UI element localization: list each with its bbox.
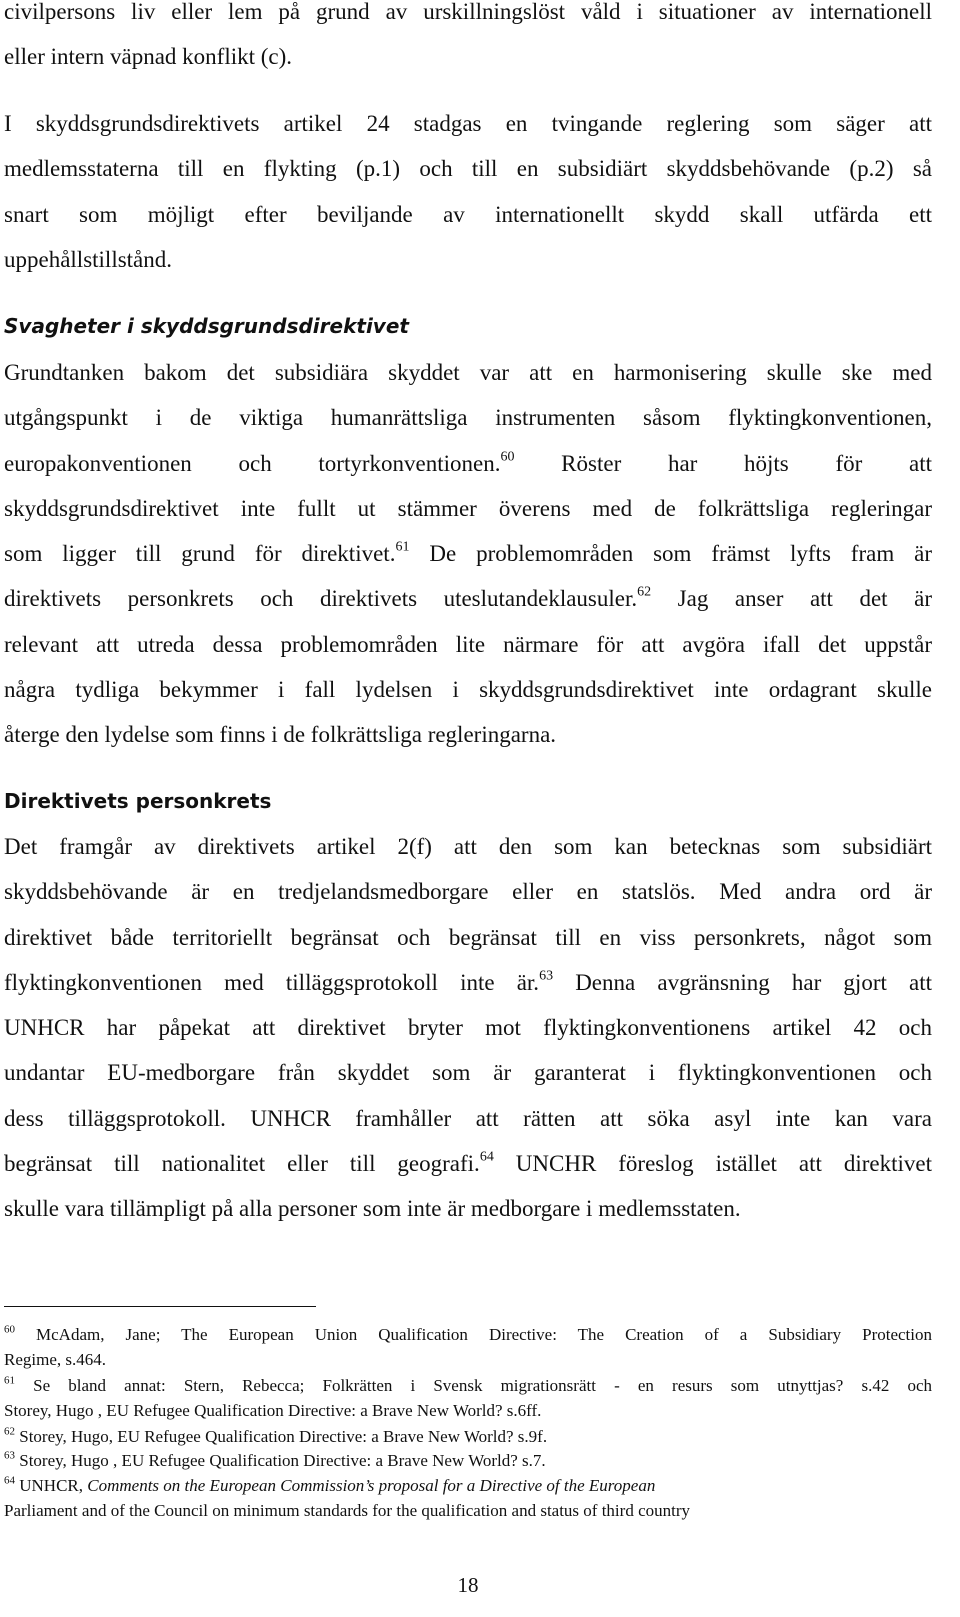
text-line: skyddsgrundsdirektivet inte fullt ut stämmer överens med de folkrättsliga regleringar — [4, 495, 932, 521]
footnote-60: $^{60}$ McAdam, Jane; The European Union Qualification Directive: The Creation of a Subsidiary Protection Regime, s.464. — [4, 1323, 932, 1369]
text-line: direktivets personkrets och direktivets uteslutandeklausuler.$^{62}$ Jag anser att det är — [4, 584, 932, 612]
footnote-61: $^{61}$ Se bland annat: Stern, Rebecca; Folkrätten i Svensk migrationsrätt - en resurs som utnyttjas? s.42 och Storey, Hugo , EU Refugee Qualification Directive: a Brave New World? s.6ff. — [4, 1374, 932, 1420]
section-heading-personkrets: Direktivets personkrets — [4, 789, 272, 813]
text-line: civilpersons liv eller lem på grund av urskillningslöst våld i situationer av internationell — [4, 0, 932, 24]
footnote-ref-60[interactable]: 60 — [500, 449, 515, 465]
text-line: utgångspunkt i de viktiga humanrättsliga instrumenten såsom flyktingkonventionen, — [4, 405, 932, 431]
text-line: uppehållstillstånd. — [4, 246, 173, 272]
text-line: som ligger till grund för direktivet.$^{61}$ De problemområden som främst lyfts fram är — [4, 539, 932, 567]
text-line: flyktingkonventionen med tilläggsprotokoll inte är.$^{63}$ Denna avgränsning har gjort att — [4, 968, 932, 995]
text-line: skyddsbehövande är en tredjelandsmedborgare eller en statslös. Med andra ord är — [4, 879, 932, 905]
text-line: direktivet både territoriellt begränsat och begränsat till en viss personkrets, något som — [4, 924, 932, 950]
personkrets-paragraph — [4, 824, 932, 1232]
footnote-63: $^{63}$ Storey, Hugo , EU Refugee Qualification Directive: a Brave New World? s.7. — [4, 1449, 546, 1470]
text-line: begränsat till nationalitet eller till geografi.$^{64}$ UNCHR föreslog istället att direktivet — [4, 1149, 932, 1177]
footnote-ref-61[interactable]: 61 — [395, 539, 410, 555]
text-line: återge den lydelse som finns i de folkrättsliga regleringarna. — [4, 722, 557, 748]
footnote-64: $^{64}$ UNHCR, Comments on the European Commission’s proposal for a Directive of the European Parliament and of the Council on minimum standards for the qualification and status of third country — [4, 1474, 690, 1520]
text-line: I skyddsgrundsdirektivets artikel 24 stadgas en tvingande reglering som säger att — [4, 111, 932, 136]
text-line: skulle vara tillämpligt på alla personer som inte är medborgare i medlemsstaten. — [4, 1196, 741, 1222]
article24-paragraph — [4, 101, 932, 282]
text-line: undantar EU-medborgare från skyddet som är garanterat i flyktingkonventionen och — [4, 1060, 932, 1086]
text-line: snart som möjligt efter beviljande av internationellt skydd skall utfärda ett — [4, 201, 932, 227]
text-line: dess tilläggsprotokoll. UNHCR framhåller att rätten att söka asyl inte kan vara — [4, 1105, 932, 1131]
intro-paragraph — [4, 0, 932, 80]
section-heading-svagheter: Svagheter i skyddsgrundsdirektivet — [4, 314, 409, 338]
footnote-ref-62[interactable]: 62 — [637, 584, 652, 600]
text-line: UNHCR har påpekat att direktivet bryter mot flyktingkonventionens artikel 42 och — [4, 1015, 932, 1041]
text-line: några tydliga bekymmer i fall lydelsen i skyddsgrundsdirektivet inte ordagrant skulle — [4, 677, 932, 703]
text-line: medlemsstaterna till en flykting (p.1) och till en subsidiärt skyddsbehövande (p.2) så — [4, 156, 932, 182]
page-number: 18 — [457, 1573, 479, 1597]
text-line: europakonventionen och tortyrkonventionen.$^{60}$ Röster har höjts för att — [4, 449, 932, 476]
text-line: eller intern väpnad konflikt (c). — [4, 44, 293, 70]
text-line: Grundtanken bakom det subsidiära skyddet var att en harmonisering skulle ske med — [4, 360, 932, 385]
footnote-divider — [4, 1306, 316, 1307]
text-line: relevant att utreda dessa problemområden lite närmare för att avgöra ifall det uppstår — [4, 631, 932, 657]
footnote-ref-63[interactable]: 63 — [539, 968, 554, 984]
footnote-ref-64[interactable]: 64 — [479, 1149, 494, 1165]
svagheter-paragraph — [4, 350, 932, 758]
text-line: Det framgår av direktivets artikel 2(f) att den som kan betecknas som subsidiärt — [4, 834, 932, 859]
footnote-62: $^{62}$ Storey, Hugo, EU Refugee Qualification Directive: a Brave New World? s.9f. — [4, 1425, 548, 1446]
